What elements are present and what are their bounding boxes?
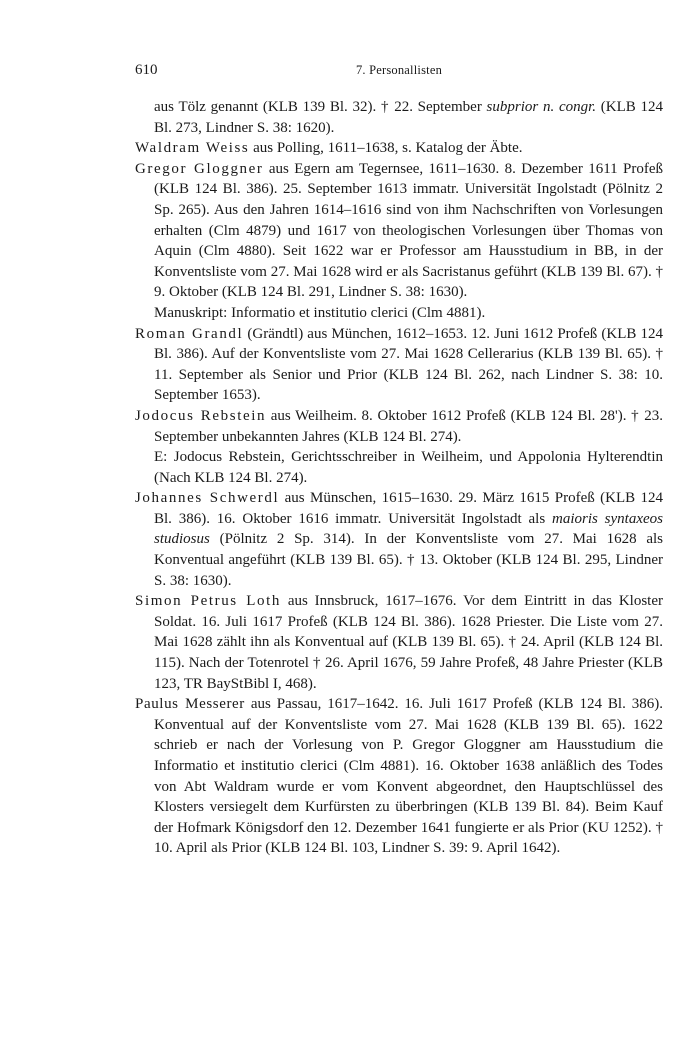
- entry-name: Waldram Weiss: [135, 140, 250, 157]
- page-number: 610: [135, 62, 158, 78]
- entry-waldram-weiss: [135, 138, 663, 159]
- entry-johannes-schwerdl: [135, 488, 663, 591]
- running-head: [135, 62, 663, 82]
- entry-text: (Grändtl) aus München, 1612–1653. 12. Juni 1612 Profeß (KLB 124 Bl. 386). Auf der Konventsliste vom 27. Mai 1628 Cellerarius (KLB 139 Bl. 65). † 11. September als Senior und Prior (KLB 124 Bl. 262, nach Lindner S. 38: 10. September 1653).: [154, 325, 664, 404]
- entry-name: Simon Petrus Loth: [135, 593, 281, 610]
- entry-italic-text: maioris syntaxeos studiosus: [154, 510, 663, 548]
- entry-jodocus-rebstein: [135, 406, 663, 488]
- entry-text: aus Münschen, 1615–1630. 29. März 1615 Profeß (KLB 124 Bl. 386). 16. Oktober 1616 immatr. Universität Ingolstadt als: [154, 490, 664, 527]
- entry-text: aus Innsbruck, 1617–1676. Vor dem Eintritt in das Kloster Soldat. 16. Juli 1617 Profeß (KLB 124 Bl. 386). 1628 Priester. Die Liste vom 27. Mai 1628 zählt ihn als Konventual auf (KLB 139 Bl. 65). † 24. April (KLB 124 Bl. 115). Nach der Totenrotel † 26. April 1676, 59 Jahre Profeß, 48 Jahre Priester (KLB 123, TR BayStBibl I, 468).: [154, 593, 663, 692]
- entry-name: Roman Grandl: [135, 325, 244, 342]
- entry-text: aus Tölz genannt (KLB 139 Bl. 32). † 22. September: [154, 99, 487, 115]
- entry-text: (KLB 124 Bl. 273, Lindner S. 38: 1620).: [154, 99, 663, 136]
- section-title: 7. Personallisten: [355, 63, 443, 77]
- personnel-list: [135, 97, 663, 859]
- entry-paulus-messerer: [135, 694, 663, 859]
- entry-roman-grandl: [135, 324, 663, 406]
- entry-italic-text: subprior n. congr.: [486, 99, 597, 115]
- entry-gregor-gloggner: [135, 159, 663, 324]
- entry-name: Gregor Gloggner: [135, 160, 264, 177]
- entry-simon-petrus-loth: [135, 591, 663, 694]
- entry-name: Jodocus Rebstein: [135, 407, 267, 424]
- entry-text: aus Passau, 1617–1642. 16. Juli 1617 Profeß (KLB 124 Bl. 386). Konventual auf der Konventsliste vom 27. Mai 1628 (KLB 139 Bl. 65). 1622 schrieb er nach der Vorlesung von P. Gregor Gloggner am Hausstudium die Informatio et institutio clerici (Clm 4881). 16. Oktober 1638 anläßlich des Todes von Abt Waldram wurde er vom Konvent abgeordnet, den Hauptschlüssel des Klosters versiegelt dem Kurfürsten zu überbringen (KLB 139 Bl. 84). Beim Kauf der Hofmark Königsdorf den 12. Dezember 1641 fungierte er als Prior (KU 1252). † 10. April als Prior (KLB 124 Bl. 103, Lindner S. 39: 9. April 1642).: [154, 696, 663, 857]
- entry-name: Johannes Schwerdl: [135, 490, 280, 507]
- entry-text: (Pölnitz 2 Sp. 314). In der Konventsliste vom 27. Mai 1628 als Konventual angeführt (KLB 139 Bl. 65). † 13. Oktober (KLB 124 Bl. 295, Lindner S. 38: 1630).: [154, 531, 663, 589]
- entry-text: aus Polling, 1611–1638, s. Katalog der Äbte.: [249, 140, 523, 157]
- entry-text: aus Egern am Tegernsee, 1611–1630. 8. Dezember 1611 Profeß (KLB 124 Bl. 386). 25. September 1613 immatr. Universität Ingolstadt (Pölnitz 2 Sp. 265). Aus den Jahren 1614–1616 sind von ihm Nachschriften von Vorlesungen erhalten (Clm 4879) und 1617 von theologischen Vorlesungen über Thomas von Aquin (Clm 4880). Seit 1622 war er Professor am Hausstudium in BB, in der Konventsliste vom 27. Mai 1628 wird er als Sacristanus geführt (KLB 139 Bl. 67). † 9. Oktober (KLB 124 Bl. 291, Lindner S. 38: 1630).: [154, 160, 663, 301]
- entry-text: aus Weilheim. 8. Oktober 1612 Profeß (KLB 124 Bl. 28'). † 23. September unbekannten Jahres (KLB 124 Bl. 274).: [154, 407, 663, 445]
- entry-note: Manuskript: Informatio et institutio clerici (Clm 4881).: [154, 304, 486, 321]
- entry-note: E: Jodocus Rebstein, Gerichtsschreiber in Weilheim, und Appolonia Hylterendtin (Nach KLB 124 Bl. 274).: [154, 449, 663, 486]
- entry-name: Paulus Messerer: [135, 696, 245, 713]
- entry-continuation: [135, 97, 663, 138]
